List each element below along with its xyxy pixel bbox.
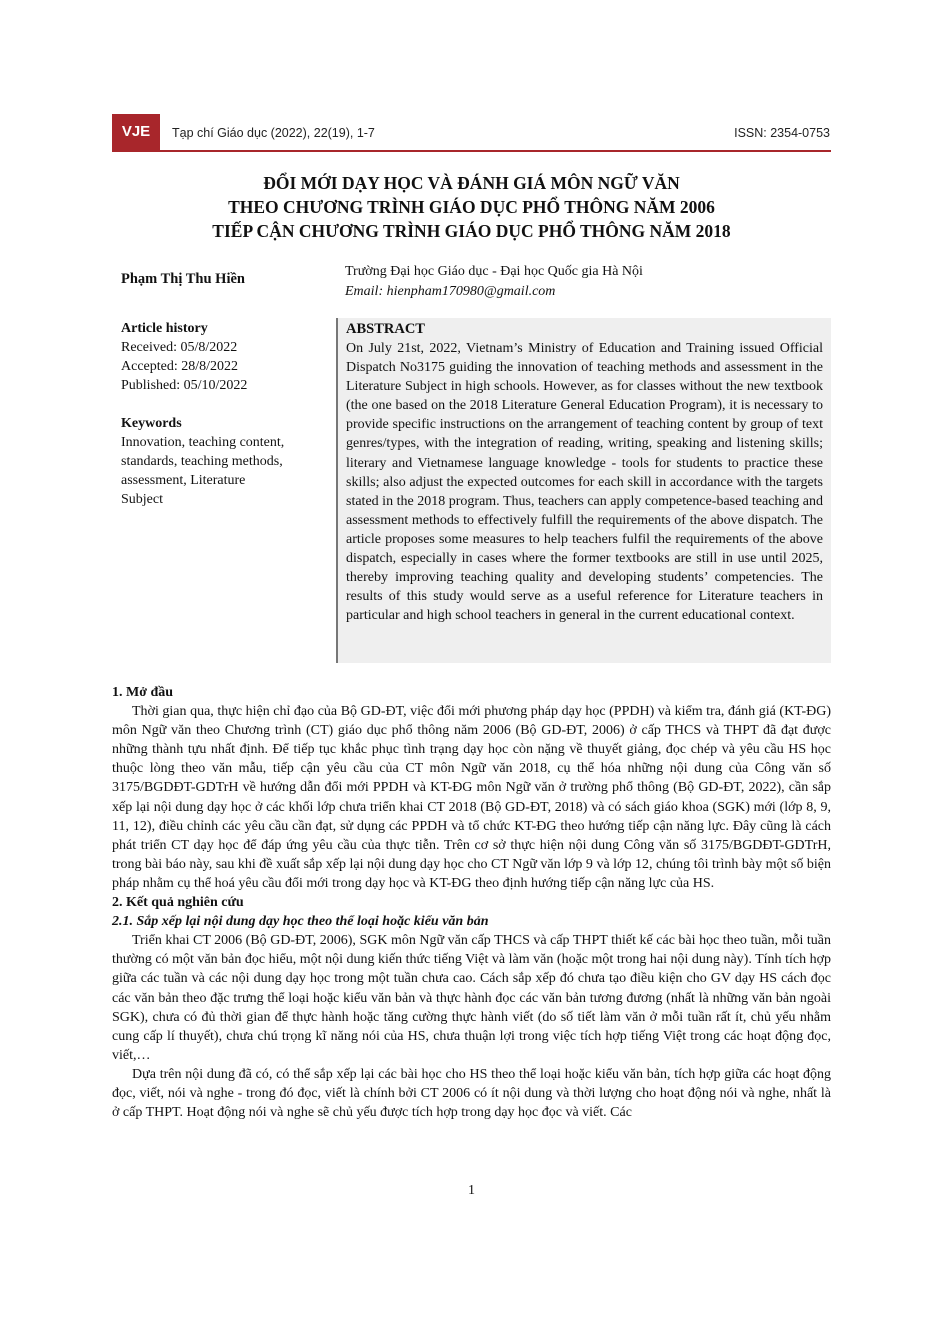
published-date: Published: 05/10/2022 <box>121 378 248 393</box>
page-number: 1 <box>468 1183 475 1198</box>
keywords-heading: Keywords <box>121 416 182 431</box>
article-body <box>112 683 831 1122</box>
header-rule <box>112 150 831 152</box>
paragraph: Thời gian qua, thực hiện chỉ đạo của Bộ GD-ĐT, việc đổi mới phương pháp dạy học (PPDH) và kiểm tra, đánh giá (KT-ĐG) môn Ngữ văn theo Chương trình (CT) giáo dục phổ thông năm 2006 (Bộ GD-ĐT, 2006) ở cấp THCS và THPT đã đạt được những thành tựu nhất định. Để tiếp tục khắc phục tình trạng dạy học còn nặng về thuyết giảng, đọc chép và yêu cầu HS học thuộc lòng theo văn mẫu, tiếp cận yêu cầu của CT môn Ngữ văn 2018, cụ thể hóa những nội dung của Công văn số 3175/BGDĐT-GDTrH về hướng dẫn đổi mới PPDH và KT-ĐG môn Ngữ văn ở trường phổ thông (Bộ GD-ĐT, 2022), cần sắp xếp lại nội dung dạy học ở các khối lớp chưa triển khai CT 2018 (Bộ GD-ĐT, 2018) và có sách giáo khoa (SGK) mới (lớp 8, 9, 11, 12), điều chỉnh các yêu cầu cần đạt, sử dụng các PPDH và tổ chức KT-ĐG theo hướng tiếp cận năng lực. Đây cũng là cách phát triển CT dạy học để đáp ứng yêu cầu của thực tiễn. Trên cơ sở thực hiện nội dung Công văn số 3175/BGDĐT-GDTrH, trong bài báo này, sau khi đề xuất sắp xếp lại nội dung dạy học cho CT Ngữ văn lớp 9 và lớp 12, chúng tôi trình bày một số biện pháp nhằm cụ thể hoá yêu cầu đổi mới trong dạy học và KT-ĐG theo định hướng tiếp cận năng lực của HS. <box>112 704 831 891</box>
keywords-line: Innovation, teaching content, <box>121 435 285 450</box>
title-line-2: THEO CHƯƠNG TRÌNH GIÁO DỤC PHỔ THÔNG NĂM 2006 <box>228 197 715 217</box>
issn: ISSN: 2354-0753 <box>734 126 830 140</box>
subsection-heading: 2.1. Sắp xếp lại nội dung dạy học theo thể loại hoặc kiểu văn bản <box>112 914 489 930</box>
received-date: Received: 05/8/2022 <box>121 340 238 355</box>
title-line-3: TIẾP CẬN CHƯƠNG TRÌNH GIÁO DỤC PHỔ THÔNG NĂM 2018 <box>212 221 731 241</box>
section-heading: 2. Kết quả nghiên cứu <box>112 895 244 911</box>
author-affiliation <box>345 262 643 302</box>
paragraph: Dựa trên nội dung đã có, có thể sắp xếp lại các bài học cho HS theo thể loại hoặc kiểu văn bản, tích hợp giữa các hoạt động đọc, viết, nói và nghe - trong đó đọc, viết là chính bởi CT 2006 có ít nội dung và thời lượng cho hoạt động nói và nghe, nhất là ở cấp THPT. Hoạt động nói và nghe sẽ chủ yếu được tích hợp trong dạy học đọc và viết. Các <box>112 1066 831 1121</box>
accepted-date: Accepted: 28/8/2022 <box>121 359 239 374</box>
article-meta <box>121 319 321 509</box>
title-line-1: ĐỔI MỚI DẠY HỌC VÀ ĐÁNH GIÁ MÔN NGỮ VĂN <box>263 173 680 193</box>
author-name: Phạm Thị Thu Hiền <box>121 271 245 287</box>
abstract-heading: ABSTRACT <box>346 321 425 337</box>
keywords-line: standards, teaching methods, <box>121 454 283 469</box>
author-email[interactable]: Email: hienpham170980@gmail.com <box>345 284 556 299</box>
article-history-heading: Article history <box>121 321 208 336</box>
keywords-line: Subject <box>121 492 163 507</box>
paper-title <box>112 171 831 243</box>
journal-badge: VJE <box>112 114 160 150</box>
abstract-box <box>336 318 831 663</box>
keywords-line: assessment, Literature <box>121 473 246 488</box>
affiliation: Trường Đại học Giáo dục - Đại học Quốc gia Hà Nội <box>345 264 643 279</box>
journal-citation: Tạp chí Giáo dục (2022), 22(19), 1-7 <box>172 126 375 140</box>
abstract-text: On July 21st, 2022, Vietnam’s Ministry of Education and Training issued Official Dispatch No3175 guiding the innovation of teaching methods and assessment in the Literature Subject in high schools. However, as for classes without the new textbook (the one based on the 2018 Literature General Education Program), it is necessary to provide specific instructions on the arrangement of teaching content by group of text genres/types, with the integration of reading, writing, speaking and listening skills; literary and Vietnamese language knowledge - tools for students to practice these skills; also adjust the expected outcomes for each skill in accordance with the targets stated in the 2018 program. Thus, teachers can apply competence-based teaching and assessment methods to effectively fulfill the requirements of the above dispatch. The article proposes some measures to help teachers fulfil the requirements of the above dispatch, especially in cases where the former textbooks are still in use until 2025, thereby improving teaching quality and developing students’ competencies. The results of this study would serve as a useful reference for Literature teachers in particular and high school teachers in general in the current educational context. <box>346 341 823 624</box>
section-heading: 1. Mở đầu <box>112 685 174 700</box>
paragraph: Triển khai CT 2006 (Bộ GD-ĐT, 2006), SGK môn Ngữ văn cấp THCS và cấp THPT thiết kế các bài học theo tuần, mỗi tuần thường có một văn bản đọc hiểu, một nội dung kiến thức tiếng Việt và làm văn (hoặc một trong hai nội dung này). Tính tích hợp giữa các tuần và các nội dung dạy học trong một tuần chưa cao. Cách sắp xếp đó chưa tạo điều kiện cho GV dạy HS cách đọc các văn bản theo đặc trưng thể loại hoặc kiểu văn bản và thực hành đọc các văn bản tương đương (nhất là những văn bản ngoài SGK), chưa có đủ thời gian để thực hành hoặc tăng cường thực hành viết (do số tiết làm văn ở mỗi tuần rất ít, chủ yếu nhằm cung cấp lí thuyết), chưa chú trọng kĩ năng nói của HS, chưa thuận lợi trong việc tích hợp tiếng Việt trong các hoạt động đọc, viết,… <box>112 933 831 1063</box>
